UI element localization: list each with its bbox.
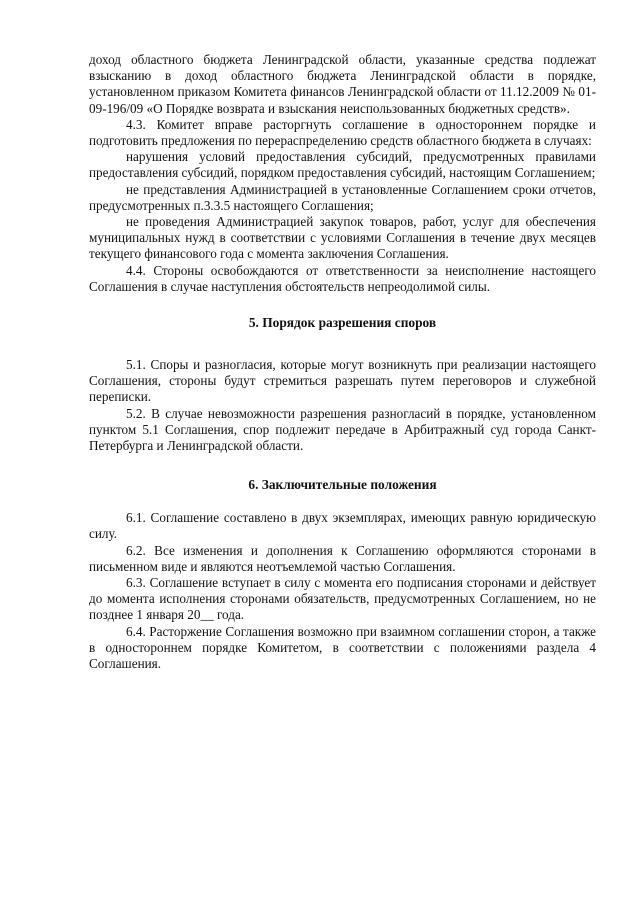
- section-5-heading: 5. Порядок разрешения споров: [248, 315, 437, 331]
- paragraph-4-4: 4.4. Стороны освобождаются от ответственности за неисполнение настоящего Соглашения в случае наступления обстоятельств непреодолимой силы.: [89, 262, 596, 294]
- section-6-heading: 6. Заключительные положения: [248, 477, 437, 493]
- paragraph-4-3: 4.3. Комитет вправе расторгнуть соглашение в одностороннем порядке и подготовить предложения по перераспределению средств областного бюджета в случаях:: [89, 116, 596, 149]
- paragraph-4-3-case-3: не проведения Администрацией закупок товаров, работ, услуг для обеспечения муниципальных нужд в соответствии с условиями Соглашения в течение двух месяцев текущего финансового года с момента заключения Соглашения.: [89, 214, 596, 262]
- paragraph-4-2-continuation: доход областного бюджета Ленинградской области, указанные средства подлежат взысканию в доход областного бюджета Ленинградской области в порядке, установленном приказом Комитета финансов Ленинградской области от 11.12.2009 № 01-09-196/09 «О Порядке возврата и взыскания неиспользованных бюджетных средств».: [89, 52, 596, 116]
- paragraph-5-2: 5.2. В случае невозможности разрешения разногласий в порядке, установленном пунктом 5.1 Соглашения, спор подлежит передаче в Арбитражный суд города Санкт-Петербурга и Ленинградской области.: [89, 405, 596, 454]
- paragraph-6-2: 6.2. Все изменения и дополнения к Соглашению оформляются сторонами в письменном виде и являются неотъемлемой частью Соглашения.: [89, 542, 596, 574]
- paragraph-5-1: 5.1. Споры и разногласия, которые могут возникнуть при реализации настоящего Соглашения, стороны будут стремиться разрешать путем переговоров и служебной переписки.: [89, 357, 596, 405]
- paragraph-4-3-case-2: не представления Администрацией в установленные Соглашением сроки отчетов, предусмотренных п.3.3.5 настоящего Соглашения;: [89, 181, 596, 213]
- document-body: [89, 52, 596, 672]
- paragraph-4-3-case-1: нарушения условий предоставления субсидий, предусмотренных правилами предоставления субсидий, порядком предоставления субсидий, настоящим Соглашением;: [89, 149, 596, 181]
- paragraph-6-3: 6.3. Соглашение вступает в силу с момента его подписания сторонами и действует до момента исполнения сторонами обязательств, предусмотренных Соглашением, но не позднее 1 января 20__ года.: [89, 575, 596, 623]
- paragraph-6-1: 6.1. Соглашение составлено в двух экземплярах, имеющих равную юридическую силу.: [89, 510, 596, 542]
- paragraph-6-4: 6.4. Расторжение Соглашения возможно при взаимном соглашении сторон, а также в одностороннем порядке Комитетом, в соответствии с положениями раздела 4 Соглашения.: [89, 623, 596, 672]
